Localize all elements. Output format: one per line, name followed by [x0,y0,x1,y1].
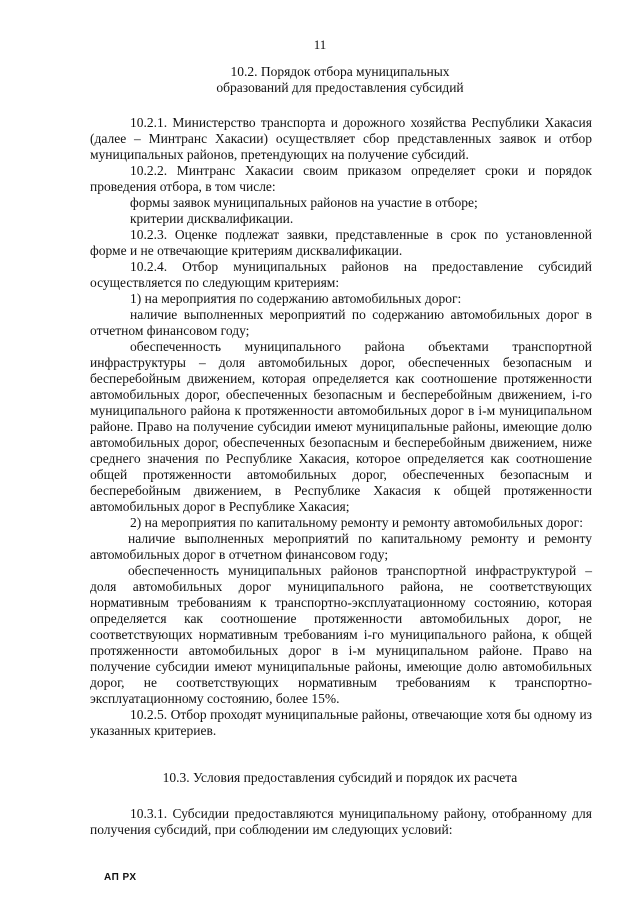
paragraph: обеспеченность муниципальных районов транспортной инфраструктурой – доля автомобильных дорог муниципального района, не соответствующих нормативным требованиям к транспортно-эксплуатационному состоянию, которая определяется как соотношение протяженности автомобильных дорог, не соответствующих нормативным требованиям i-го муниципального района, к общей протяженности автомобильных дорог в i-м муниципальном районе. Право на получение субсидии имеют муниципальные районы, имеющие долю автомобильных дорог, не соответствующих нормативным требованиям к транспортно-эксплуатационному состоянию, более 15%. [90,563,592,706]
paragraph: 10.2.2. Минтранс Хакасии своим приказом определяет сроки и порядок проведения отбора, в том числе: [90,163,592,194]
paragraph: наличие выполненных мероприятий по содержанию автомобильных дорог в отчетном финансовом году; [90,307,592,338]
paragraph: обеспеченность муниципального района объектами транспортной инфраструктуры – доля автомобильных дорог, обеспеченных безопасным и бесперебойным движением, которая определяется как соотношение протяженности автомобильных дорог, обеспеченных безопасным и бесперебойным движением, i-го муниципального района к протяженности автомобильных дорог в i-м муниципальном районе. Право на получение субсидии имеют муниципальные районы, имеющие долю автомобильных дорог, обеспеченных безопасным и бесперебойным движением, ниже среднего значения по Республике Хакасия, которое определяется как соотношение общей протяженности автомобильных дорог, обеспеченных безопасным и бесперебойным движением, в Республике Хакасия к общей протяженности автомобильных дорог в Республике Хакасия; [90,339,592,514]
section-heading-line: 10.2. Порядок отбора муниципальных [230,64,450,79]
section-heading-10-3: 10.3. Условия предоставления субсидий и порядок их расчета [162,770,518,785]
paragraph: 10.2.5. Отбор проходят муниципальные районы, отвечающие хотя бы одному из указанных критериев. [90,707,592,738]
paragraph: 10.2.4. Отбор муниципальных районов на предоставление субсидий осуществляется по следующим критериям: [90,259,592,290]
section-heading-line: образований для предоставления субсидий [216,80,464,95]
paragraph: 10.2.1. Министерство транспорта и дорожного хозяйства Республики Хакасия (далее – Минтранс Хакасии) осуществляет сбор представленных заявок и отбор муниципальных районов, претендующих на получение субсидий. [90,115,592,162]
paragraph: 10.2.3. Оценке подлежат заявки, представленные в срок по установленной форме и не отвечающие критериям дисквалификации. [90,227,592,258]
section-heading-10-2 [90,64,590,96]
paragraph: 10.3.1. Субсидии предоставляются муниципальному району, отобранному для получения субсидий, при соблюдении им следующих условий: [90,806,592,837]
section-body-10-2 [90,115,592,739]
page-number: 11 [313,37,327,52]
paragraph: 1) на мероприятия по содержанию автомобильных дорог: [130,291,462,306]
paragraph: наличие выполненных мероприятий по капитальному ремонту и ремонту автомобильных дорог в отчетном финансовом году; [90,531,592,562]
paragraph: формы заявок муниципальных районов на участие в отборе; [130,195,478,210]
section-body-10-3 [90,806,592,838]
paragraph: критерии дисквалификации. [130,211,294,226]
paragraph: 2) на мероприятия по капитальному ремонту и ремонту автомобильных дорог: [130,515,583,530]
footer-mark: АП РХ [104,872,137,883]
